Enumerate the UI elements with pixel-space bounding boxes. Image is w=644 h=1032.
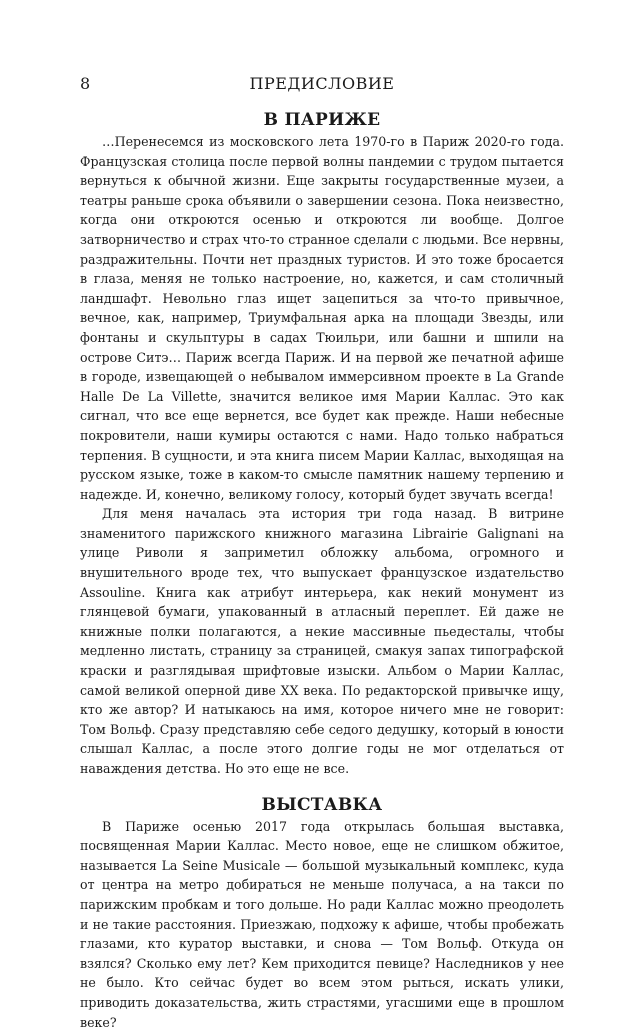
paragraph: Для меня началась эта история три года назад. В витрине знаменитого парижского книжного магазина Librairie Galignani на улице Риволи я заприметил обложку альбома, огромного и внушительного вроде тех, что выпускает французское издательство Assouline. Книга как атрибут интерьера, как некий монумент из глянцевой бумаги, упакованный в атласный переплет. Ей даже не книжные полки полагаются, а некие массивные пьедесталы, чтобы медленно листать, страницу за страницей, смакуя запах типографской краски и разглядывая шрифтовые изыски. Альбом о Марии Каллас, самой великой оперной диве XX века. По редакторской привычке ищу, кто же автор? И натыкаюсь на имя, которое ничего мне не говорит: Том Вольф. Сразу представляю себе седого дедушку, который в юности слышал Каллас, а после этого долгие годы не мог отделаться от наваждения детства. Но это еще не все.: [80, 506, 564, 776]
paragraph: В Париже осенью 2017 года открылась большая выставка, посвященная Марии Каллас. Место новое, еще не слишком обжитое, называется La Seine Musicale — большой музыкальный комплекс, куда от центра на метро добираться не меньше получаса, а на такси по парижским пробкам и того дольше. Но ради Каллас можно преодолеть и не такие расстояния. Приезжаю, подхожу к афише, чтобы пробежать глазами, кто куратор выставки, и снова — Том Вольф. Откуда он взялся? Сколько ему лет? Кем приходится певице? Наследников у нее не было. Кто сейчас будет во всем этом рыться, искать улики, приводить доказательства, жить страстями, угасшими еще в прошлом веке?: [80, 818, 564, 1030]
page-number: 8: [80, 74, 91, 93]
section-heading-exhibition: ВЫСТАВКА: [261, 794, 383, 815]
paragraph: …Перенесемся из московского лета 1970-го в Париж 2020-го года. Французская столица после первой волны пандемии с трудом пытается вернуться к обычной жизни. Еще закрыты государственные музеи, а театры раньше срока объявили о завершении сезона. Пока неизвестно, когда они откроются осенью и откроются ли вообще. Долгое затворничество и страх что-то странное сделали с людьми. Все нервны, раздражительны. Почти нет праздных туристов. И это тоже бросается в глаза, меняя не только настроение, но, кажется, и сам столичный ландшафт. Невольно глаз ищет зацепиться за что-то привычное, вечное, как, например, Триумфальная арка на площади Звезды, или фонтаны и скульптуры в садах Тюильри, или башни и шпили на острове Ситэ… Париж всегда Париж. И на первой же печатной афише в городе, извещающей о небывалом иммерсивном проекте в La Grande Halle De La Villette, значится великое имя Марии Каллас. Это как сигнал, что все еще вернется, все будет как прежде. Наши небесные покровители, наши кумиры остаются с нами. Надо только набраться терпения. В сущности, и эта книга писем Марии Каллас, выходящая на русском языке, тоже в каком-то смысле памятник нашему терпению и надежде. И, конечно, великому голосу, который будет звучать всегда!: [80, 134, 564, 502]
running-title: ПРЕДИСЛОВИЕ: [249, 74, 395, 93]
running-head: [80, 72, 564, 96]
section-heading-in-paris: В ПАРИЖЕ: [263, 110, 381, 130]
page-content: [80, 108, 564, 1032]
